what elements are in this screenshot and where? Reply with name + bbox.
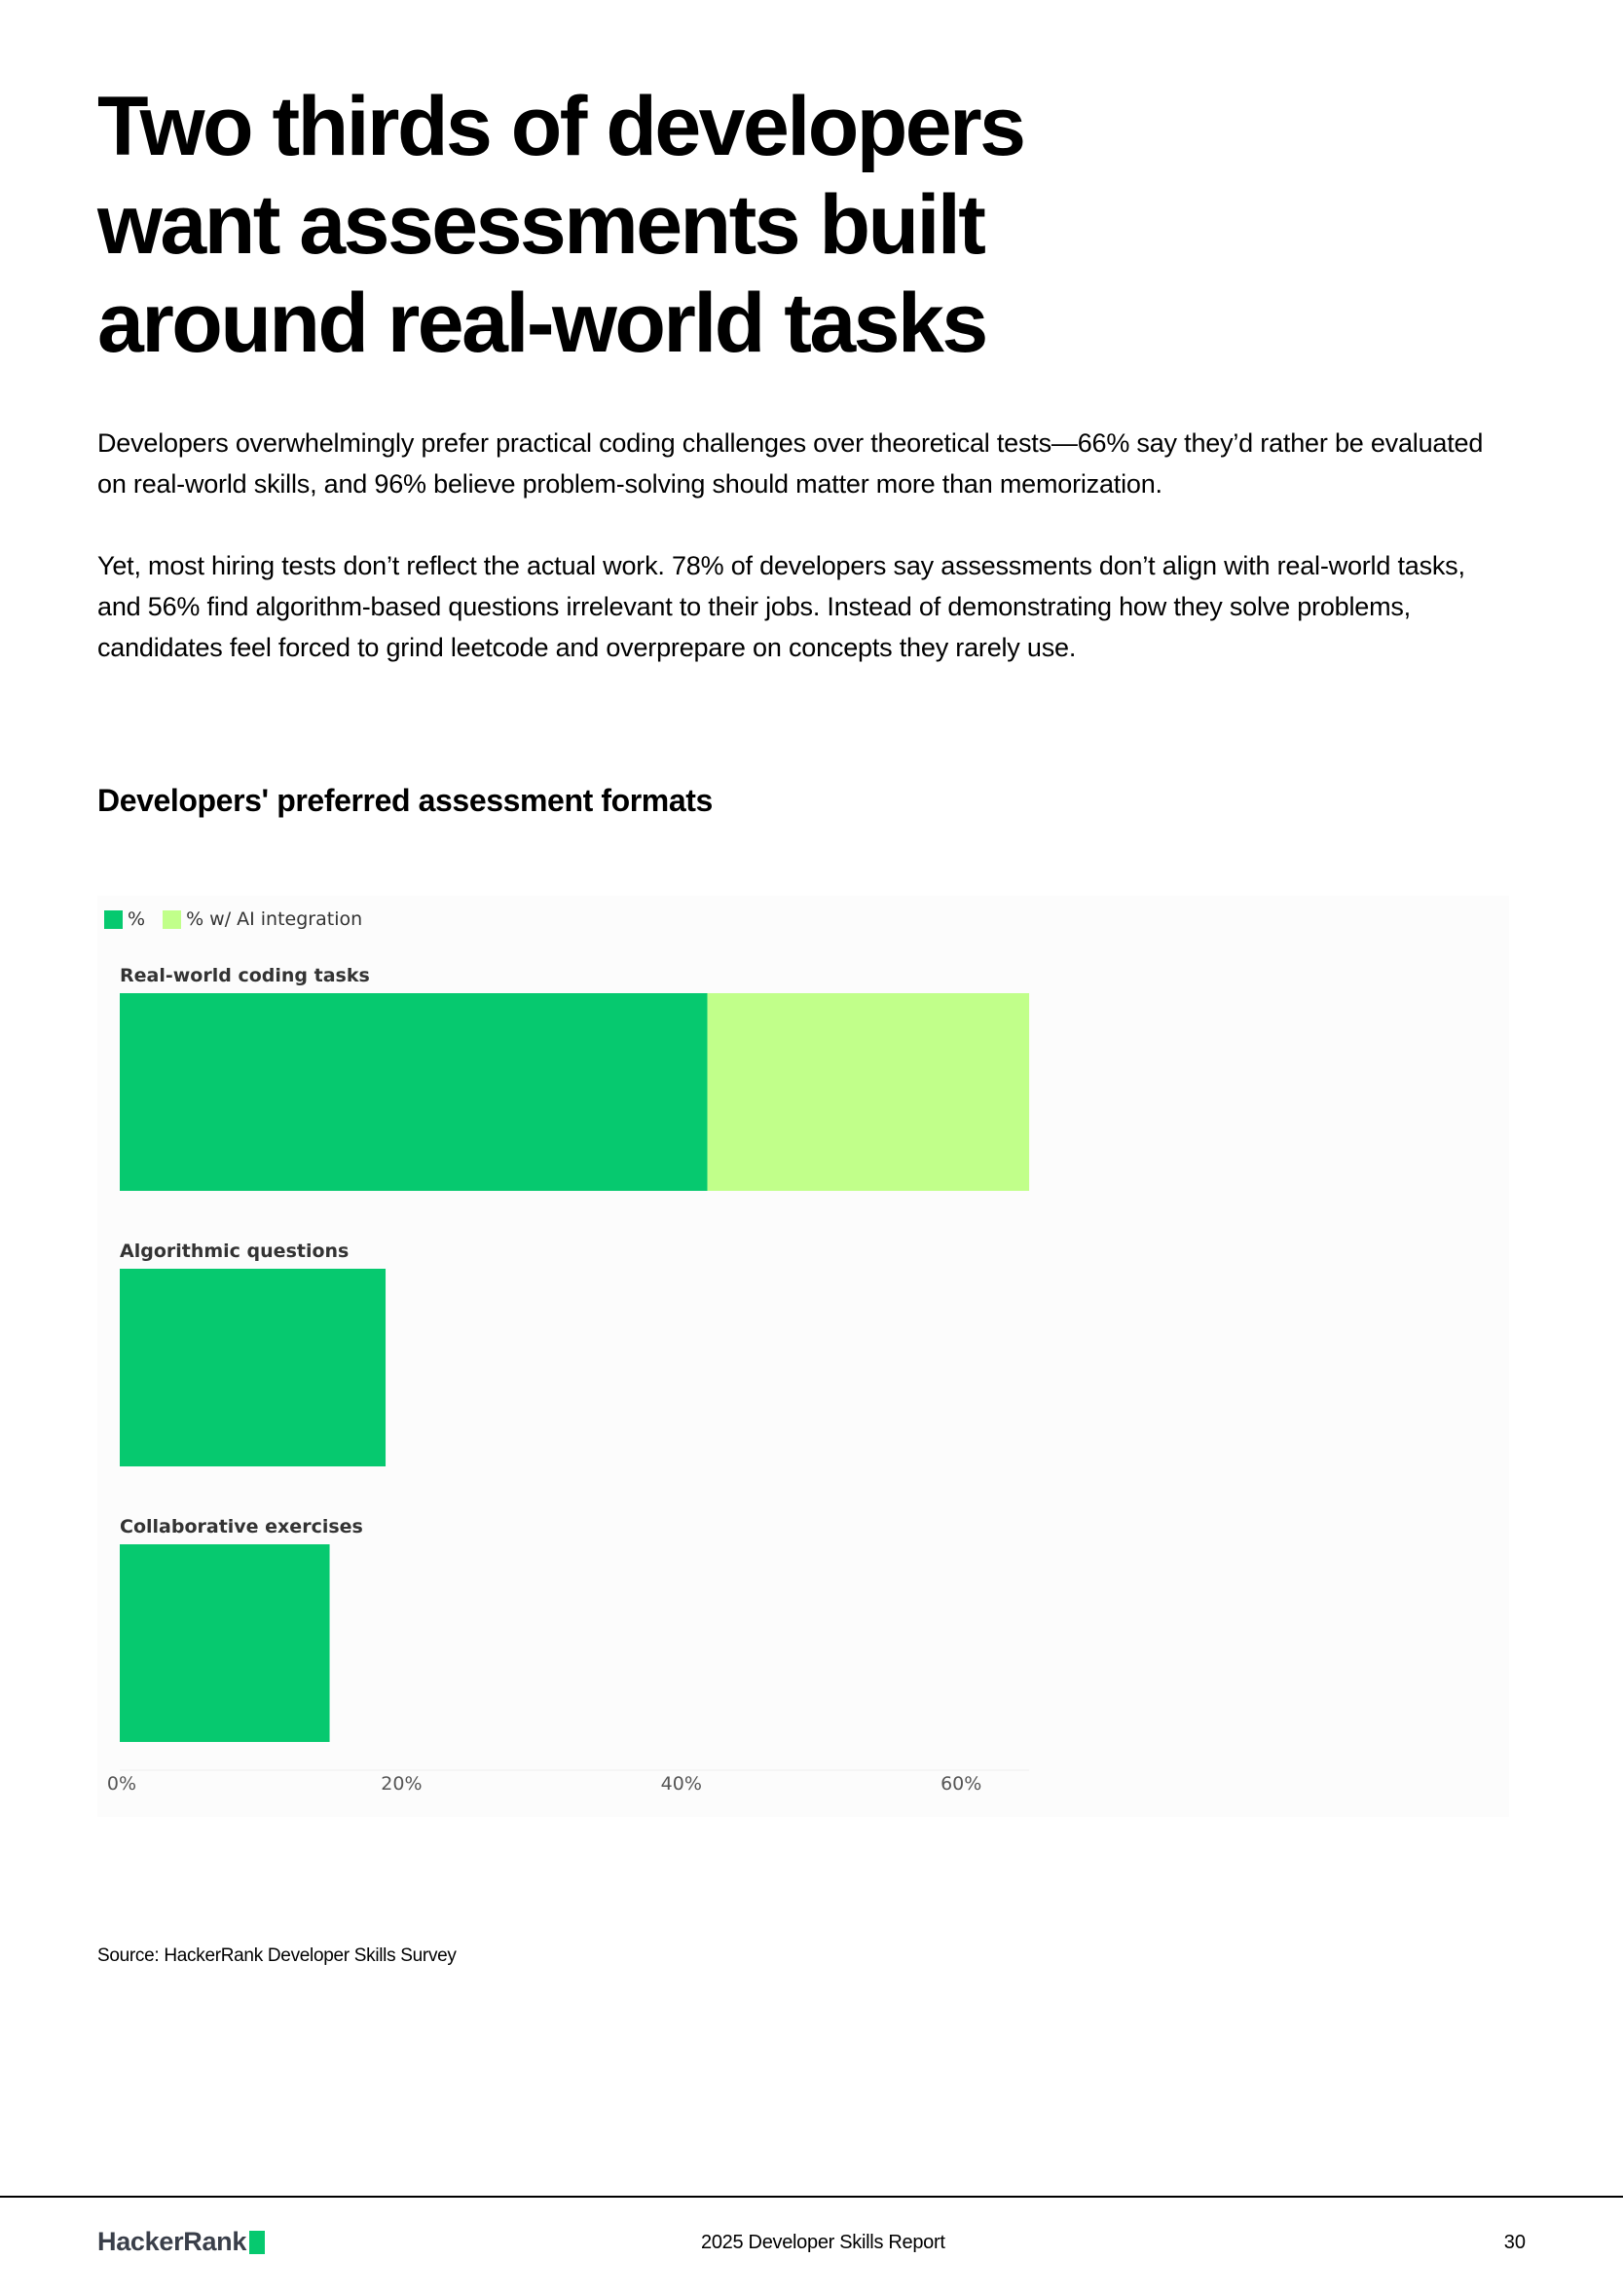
x-tick-label-0: 0% bbox=[106, 1773, 137, 1795]
report-title: 2025 Developer Skills Report bbox=[701, 2232, 945, 2253]
footer-divider bbox=[0, 2196, 1623, 2198]
chart-heading: Developers' preferred assessment formats bbox=[97, 783, 713, 818]
x-tick-label-60: 60% bbox=[941, 1773, 982, 1795]
legend-label-ai-integration: % w/ AI integration bbox=[186, 908, 363, 930]
intro-paragraph: Developers overwhelmingly prefer practical coding challenges over theoretical tests—66% say they’d rather be evaluated on real-world skills, and 96% believe problem-solving should matter more than memorization. bbox=[97, 428, 1484, 499]
detail-paragraph: Yet, most hiring tests don’t reflect the actual work. 78% of developers say assessments don’t align with real-world tasks, and 56% find algorithm-based questions irrelevant to their jobs. Instead of demonstrating how they solve problems, candidates feel forced to grind leetcode and overprepare on concepts they rarely use. bbox=[97, 551, 1465, 662]
x-tick-label-20: 20% bbox=[381, 1773, 423, 1795]
source-note: Source: HackerRank Developer Skills Survey bbox=[97, 1945, 457, 1966]
bar-real-world-coding-tasks-series-1 bbox=[708, 993, 1030, 1191]
category-label-real-world-coding-tasks: Real-world coding tasks bbox=[120, 965, 370, 986]
bar-algorithmic-questions-series-0 bbox=[120, 1269, 386, 1466]
brand-mark-icon bbox=[249, 2231, 265, 2254]
page-headline: Two thirds of developers want assessments built around real-world tasks bbox=[97, 80, 1024, 370]
brand-name: HackerRank bbox=[97, 2227, 247, 2256]
bar-collaborative-exercises-series-0 bbox=[120, 1544, 330, 1742]
x-tick-label-40: 40% bbox=[660, 1773, 702, 1795]
bar-real-world-coding-tasks-series-0 bbox=[120, 993, 708, 1191]
category-label-algorithmic-questions: Algorithmic questions bbox=[120, 1241, 350, 1262]
page-number: 30 bbox=[1503, 2232, 1526, 2253]
category-label-collaborative-exercises: Collaborative exercises bbox=[120, 1516, 363, 1537]
legend-label-percent: % bbox=[128, 908, 146, 930]
brand-logo bbox=[97, 2227, 265, 2257]
